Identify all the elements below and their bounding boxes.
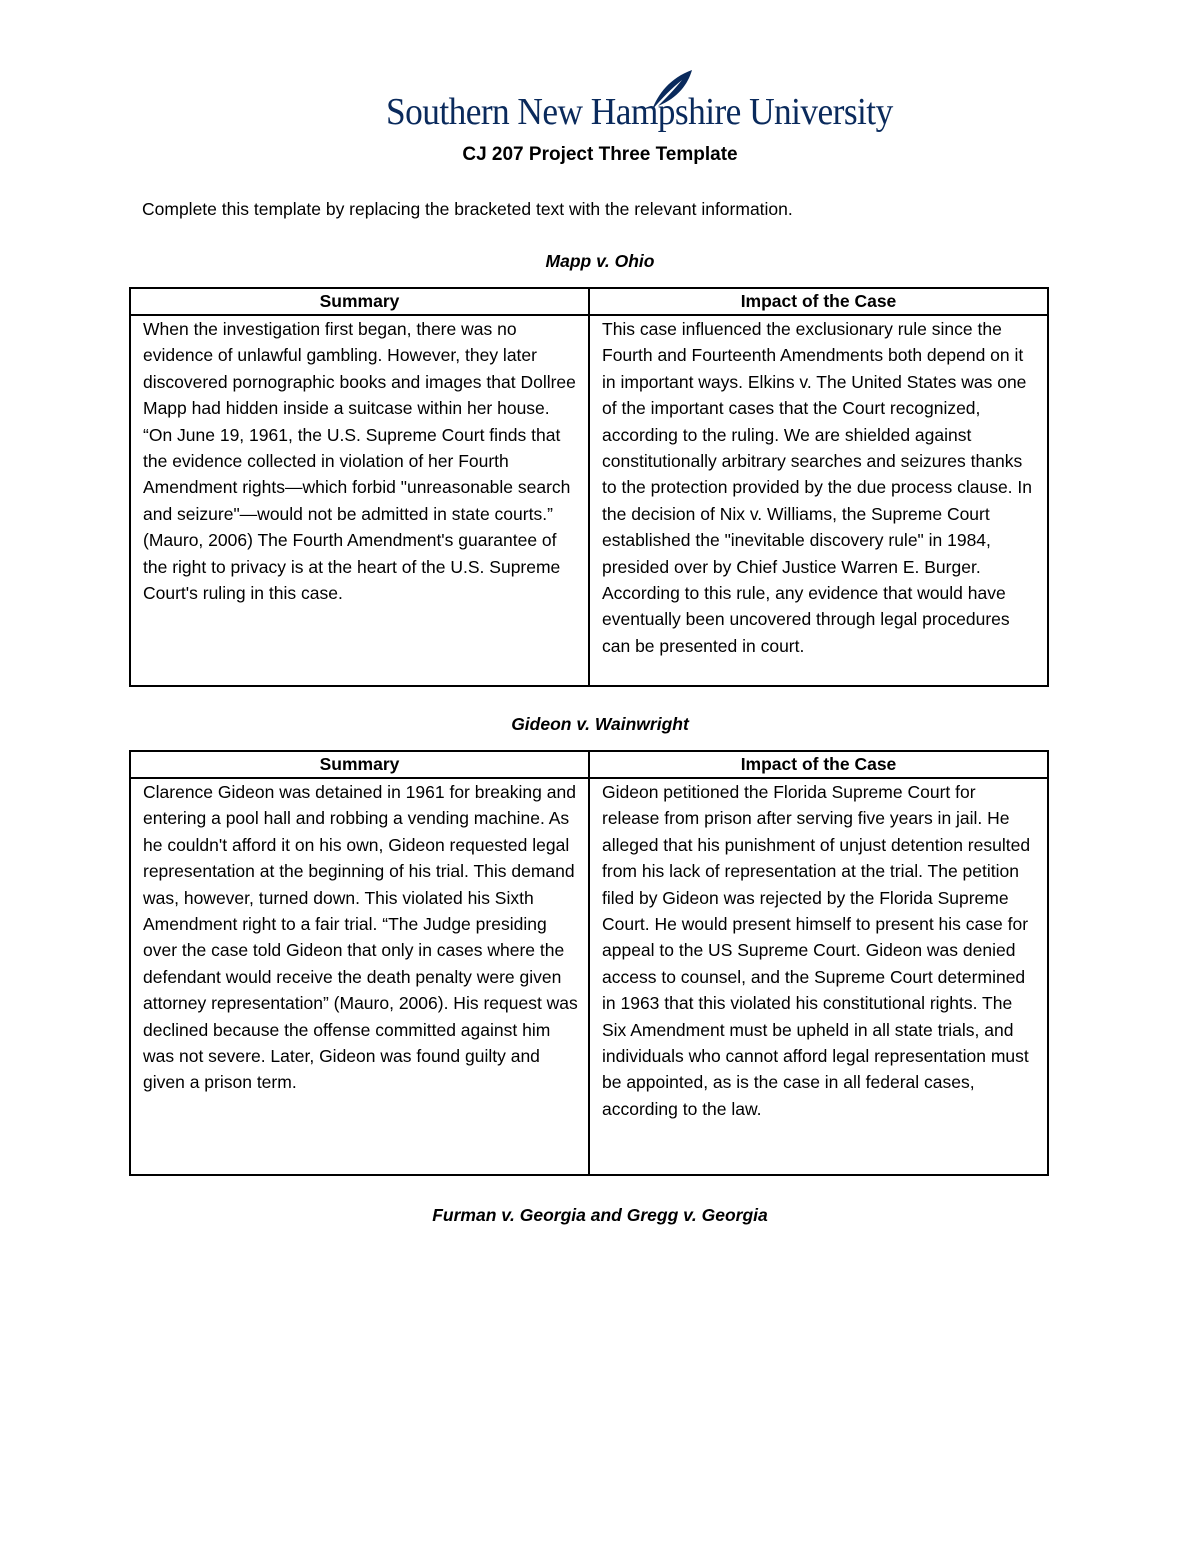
impact-cell <box>589 778 1048 1175</box>
column-header-summary: Summary <box>130 751 589 778</box>
column-header-impact: Impact of the Case <box>589 288 1048 315</box>
university-logo <box>386 68 893 138</box>
document-title: CJ 207 Project Three Template <box>462 144 738 165</box>
logo-wordmark: Southern New Hampshire University <box>386 91 893 133</box>
summary-text: When the investigation first began, there was no evidence of unlawful gambling. However, they later discovered pornographic books and images that Dollree Mapp had hidden inside a suitcase within her house. “On June 19, 1961, the U.S. Supreme Court finds that the evidence collected in violation of her Fourth Amendment rights—which forbid "unreasonable search and seizure"—would not be admitted in state courts.” (Mauro, 2006) The Fourth Amendment's guarantee of the right to privacy is at the heart of the U.S. Supreme Court's ruling in this case. <box>143 319 576 604</box>
leaf-icon <box>648 68 694 112</box>
summary-cell <box>130 778 589 1175</box>
column-header-impact: Impact of the Case <box>589 751 1048 778</box>
case-heading-mapp: Mapp v. Ohio <box>545 251 655 271</box>
summary-cell <box>130 315 589 686</box>
case-table-gideon <box>129 750 1049 1176</box>
impact-cell <box>589 315 1048 686</box>
impact-text: Gideon petitioned the Florida Supreme Court for release from prison after serving five years in jail. He alleged that his punishment of unjust detention resulted from his lack of representation at the trial. The petition filed by Gideon was rejected by the Florida Supreme Court. He would present himself to present his case for appeal to the US Supreme Court. Gideon was denied access to counsel, and the Supreme Court determined in 1963 that this violated his constitutional rights. The Six Amendment must be upheld in all state trials, and individuals who cannot afford legal representation must be appointed, as is the case in all federal cases, according to the law. <box>602 782 1031 1119</box>
case-table-mapp <box>129 287 1049 687</box>
impact-text: This case influenced the exclusionary rule since the Fourth and Fourteenth Amendments both depend on it in important ways. Elkins v. The United States was one of the important cases that the Court recognized, according to the ruling. We are shielded against constitutionally arbitrary searches and seizures thanks to the protection provided by the due process clause. In the decision of Nix v. Williams, the Supreme Court established the "inevitable discovery rule" in 1984, presided over by Chief Justice Warren E. Burger. According to this rule, any evidence that would have eventually been uncovered through legal procedures can be presented in court. <box>602 319 1032 656</box>
summary-text: Clarence Gideon was detained in 1961 for breaking and entering a pool hall and robbing a vending machine. As he couldn't afford it on his own, Gideon requested legal representation at the beginning of his trial. This demand was, however, turned down. This violated his Sixth Amendment right to a fair trial. “The Judge presiding over the case told Gideon that only in cases where the defendant would receive the death penalty were given attorney representation” (Mauro, 2006). His request was declined because the offense committed against him was not severe. Later, Gideon was found guilty and given a prison term. <box>143 782 578 1093</box>
column-header-summary: Summary <box>130 288 589 315</box>
case-heading-gideon: Gideon v. Wainwright <box>511 714 689 734</box>
instructions-text: Complete this template by replacing the bracketed text with the relevant information. <box>142 199 793 219</box>
case-heading-furman-gregg: Furman v. Georgia and Gregg v. Georgia <box>432 1205 768 1225</box>
